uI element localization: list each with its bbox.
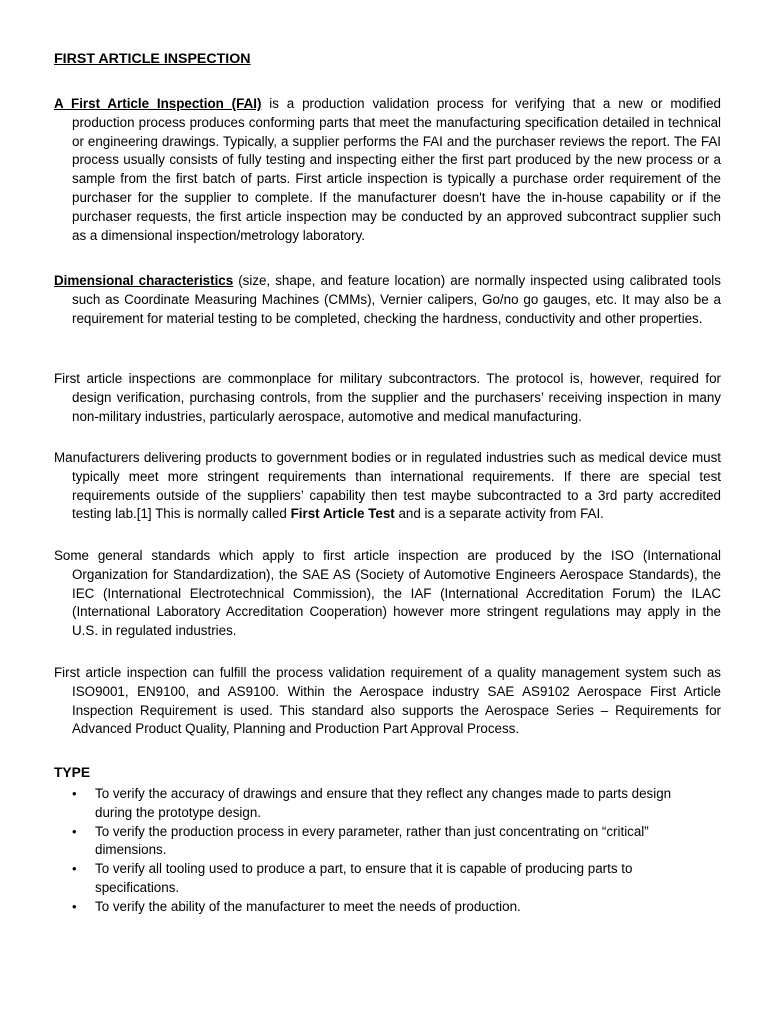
type-heading: TYPE <box>54 765 91 780</box>
list-item-text: To verify the production process in every parameter, rather than just concentrating on “critical” dimensions. <box>95 823 649 858</box>
list-item <box>54 785 694 823</box>
paragraph-text: is a production validation process for verifying that a new or modified production process produces conforming parts that meet the manufacturing specification detailed in technical or engineering drawings. Typically, a supplier performs the FAI and the purchaser reviews the report. The FAI process usually consists of fully testing and inspecting either the first part produced by the new process or a sample from the first batch of parts. First article inspection is typically a purchase order requirement of the purchaser for the supplier to complete. If the manufacturer doesn't have the in-house capability or if the purchaser requests, the first article inspection may be conducted by an approved subcontract supplier such as a dimensional inspection/metrology laboratory. <box>72 96 721 243</box>
type-list <box>54 785 694 917</box>
bullet-icon: • <box>72 861 77 877</box>
paragraph-text: and is a separate activity from FAI. <box>394 506 604 522</box>
paragraph-military-subcontractors: First article inspections are commonplace for military subcontractors. The protocol is, however, required for design verification, purchasing controls, from the supplier and the purchasers’ receiving inspection in many non-military industries, particularly aerospace, automotive and medical manufacturing. <box>54 371 721 424</box>
bullet-icon: • <box>72 823 77 839</box>
term-first-article-test: First Article Test <box>290 506 395 522</box>
paragraph-general-standards: Some general standards which apply to first article inspection are produced by the ISO (International Organization for Standardization), the SAE AS (Society of Automotive Engineers Aerospace Standards), the IEC (International Electrotechnical Commission), the IAF (International Accreditation Forum) the ILAC (International Laboratory Accreditation Cooperation) however more stringent regulations may apply in the U.S. in regulated industries. <box>54 548 721 639</box>
list-item-text: To verify the ability of the manufacturer to meet the needs of production. <box>95 898 521 914</box>
paragraph-government-bodies <box>54 449 721 524</box>
term-dimensional-characteristics: Dimensional characteristics <box>54 273 234 288</box>
paragraph-text: Manufacturers delivering products to government bodies or in regulated industries such as medical device must typically meet more stringent requirements than international requirements. If there are special test requirements outside of the suppliers’ capability then test maybe subcontracted to a 3rd party accredited testing lab.[1] This is normally called <box>54 450 721 522</box>
paragraph-process-validation: First article inspection can fulfill the process validation requirement of a quality management system such as ISO9001, EN9100, and AS9100. Within the Aerospace industry SAE AS9102 Aerospace First Article Inspection Requirement is used. This standard also supports the Aerospace Series – Requirements for Advanced Product Quality, Planning and Production Part Approval Process. <box>54 665 721 737</box>
document-title: FIRST ARTICLE INSPECTION <box>54 51 251 67</box>
list-item <box>54 898 694 917</box>
bullet-icon: • <box>72 786 77 801</box>
bullet-icon: • <box>72 898 77 914</box>
paragraph-text: (size, shape, and feature location) are normally inspected using calibrated tools such as Coordinate Measuring Machines (CMMs), Vernier calipers, Go/no go gauges, etc. It may also be a requirement for material testing to be completed, checking the hardness, conductivity and other properties. <box>72 273 721 326</box>
list-item <box>54 823 694 861</box>
paragraph-dimensional-characteristics <box>54 272 721 328</box>
list-item-text: To verify all tooling used to produce a part, to ensure that it is capable of producing parts to specifications. <box>95 861 633 895</box>
list-item-text: To verify the accuracy of drawings and ensure that they reflect any changes made to parts design during the prototype design. <box>95 786 672 820</box>
term-first-article-inspection: A First Article Inspection (FAI) <box>54 96 262 111</box>
list-item <box>54 860 694 898</box>
paragraph-fai-definition <box>54 95 721 245</box>
